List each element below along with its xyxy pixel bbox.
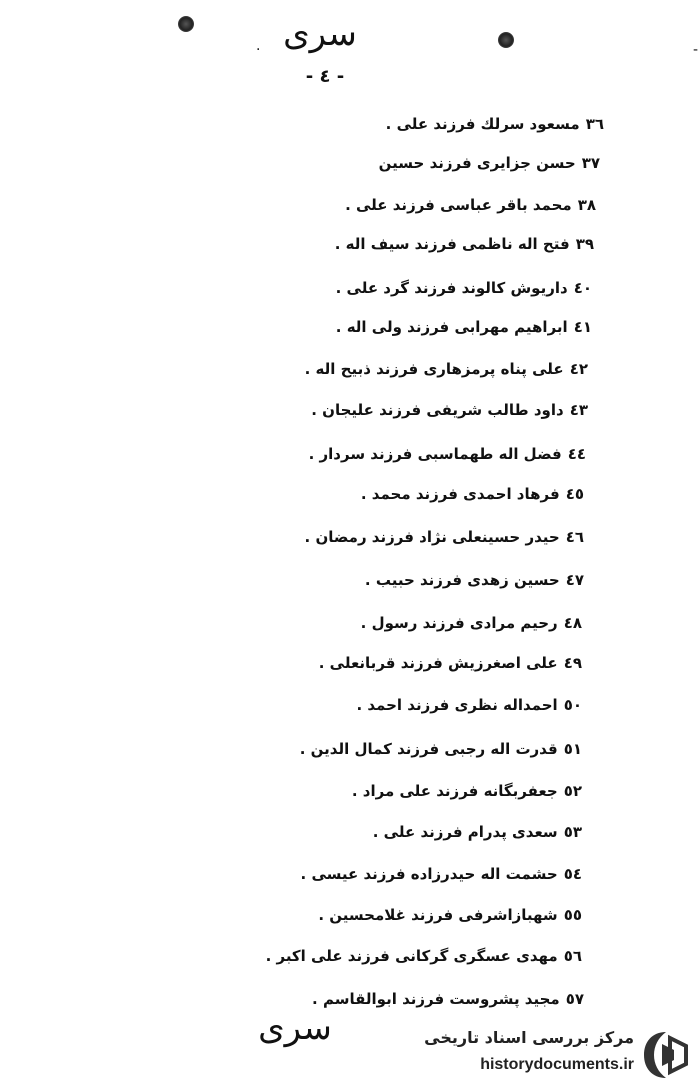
entry-number: ٥٦: [563, 947, 582, 965]
entry-text: مهدی عسگری گرکانی فرزند علی اکبر .: [265, 947, 558, 965]
entry-number: ٥١: [563, 740, 582, 758]
entry-number: ٤٤: [567, 445, 586, 463]
list-item: [336, 313, 592, 341]
list-item: [318, 901, 582, 929]
list-item: [361, 609, 582, 637]
list-item: [305, 355, 588, 383]
entry-text: فرهاد احمدی فرزند محمد .: [360, 485, 560, 503]
entry-text: شهبازاشرفی فرزند غلامحسین .: [318, 906, 558, 924]
list-item: [336, 274, 592, 302]
entry-text: علی پناه پرمزهاری فرزند ذبیح اله .: [304, 360, 564, 378]
entry-text: داریوش کالوند فرزند گرد علی .: [335, 279, 568, 297]
list-item: [379, 149, 600, 177]
entry-number: ٥٠: [563, 696, 582, 714]
entry-text: مسعود سرلك فرزند علی .: [385, 115, 580, 133]
stray-mark: .: [256, 38, 261, 54]
entry-text: قدرت اله رجبی فرزند کمال الدین .: [299, 740, 558, 758]
list-item: [345, 191, 596, 219]
entry-text: مجید پشروست فرزند ابوالقاسم .: [312, 990, 560, 1008]
entry-text: حیدر حسینعلی نژاد فرزند رمضان .: [304, 528, 560, 546]
list-item: [305, 523, 584, 551]
watermark: [412, 1026, 696, 1084]
entry-number: ٥٣: [563, 823, 582, 841]
list-item: [312, 985, 584, 1013]
list-item: [386, 110, 604, 138]
entry-text: رحیم مرادی فرزند رسول .: [360, 614, 558, 632]
list-item: [300, 735, 582, 763]
entry-text: ابراهیم مهرابی فرزند ولی اله .: [335, 318, 568, 336]
list-item: [311, 396, 588, 424]
page-number: - ٤ -: [305, 66, 345, 87]
entry-text: حشمت اله حیدرزاده فرزند عیسی .: [300, 865, 558, 883]
entry-number: ٤٢: [569, 360, 588, 378]
entry-number: ٥٧: [565, 990, 584, 1008]
list-item: [373, 818, 582, 846]
entry-text: علی اصغرزیش فرزند قربانعلی .: [318, 654, 558, 672]
archive-logo-icon: [640, 1028, 692, 1082]
footer-classification: سری: [258, 1008, 332, 1048]
entry-number: ٣٨: [577, 196, 596, 214]
list-item: [301, 860, 582, 888]
entry-number: ٤٦: [565, 528, 584, 546]
watermark-title: مرکز بررسی اسناد تاریخی: [424, 1028, 634, 1047]
list-item: [361, 480, 584, 508]
entry-text: سعدی پدرام فرزند علی .: [372, 823, 558, 841]
list-item: [356, 691, 582, 719]
list-item: [352, 777, 582, 805]
entry-number: ٥٥: [563, 906, 582, 924]
entry-text: حسین زهدی فرزند حبیب .: [364, 571, 560, 589]
list-item: [266, 942, 582, 970]
entry-text: فضل اله طهماسبی فرزند سردار .: [308, 445, 562, 463]
entry-number: ٥٢: [563, 782, 582, 800]
entry-number: ٣٩: [575, 235, 594, 253]
entry-text: محمد باقر عباسی فرزند علی .: [345, 196, 572, 214]
entry-number: ٤٩: [563, 654, 582, 672]
entry-number: ٤٥: [565, 485, 584, 503]
list-item: [319, 649, 582, 677]
entry-number: ٤٣: [569, 401, 588, 419]
list-item: [335, 230, 594, 258]
entry-number: ٤٠: [573, 279, 592, 297]
entry-number: ٤٧: [565, 571, 584, 589]
entry-text: داود طالب شریفی فرزند علیجان .: [311, 401, 564, 419]
header-classification: سری: [283, 14, 357, 54]
entry-number: ٣٧: [581, 154, 600, 172]
entry-text: حسن جزایری فرزند حسین: [378, 154, 576, 172]
entry-number: ٤٨: [563, 614, 582, 632]
entry-text: فتح اله ناظمی فرزند سیف اله .: [334, 235, 570, 253]
entry-text: جعفربگانه فرزند علی مراد .: [351, 782, 558, 800]
watermark-url: historydocuments.ir: [480, 1056, 634, 1073]
list-item: [365, 566, 584, 594]
list-item: [309, 440, 586, 468]
entry-number: ٥٤: [563, 865, 582, 883]
entry-number: ٤١: [573, 318, 592, 336]
stray-mark: -: [692, 42, 698, 58]
entry-number: ٣٦: [585, 115, 604, 133]
entry-text: احمداله نظری فرزند احمد .: [356, 696, 558, 714]
